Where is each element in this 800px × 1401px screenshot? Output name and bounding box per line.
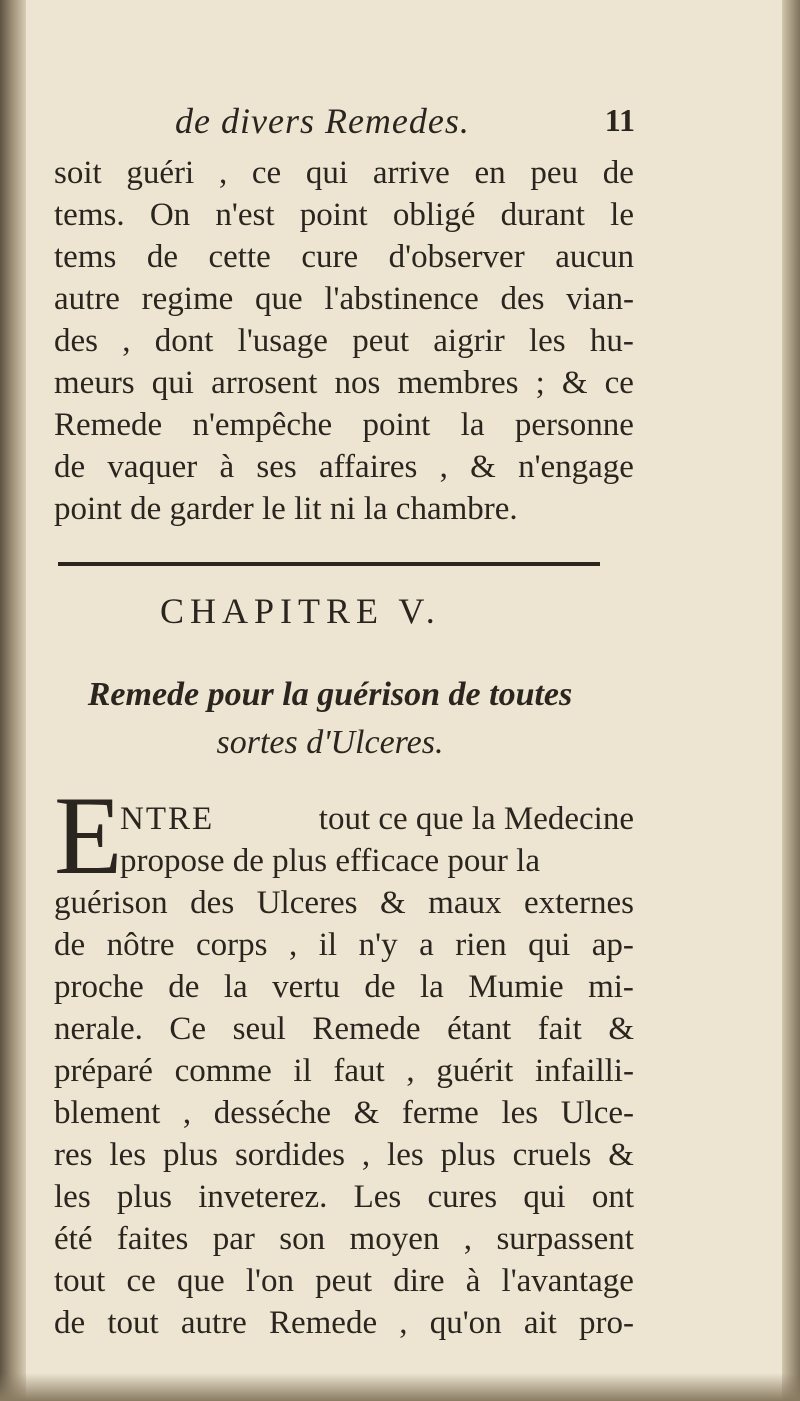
text-line: res les plus sordides , les plus cruels & (54, 1137, 634, 1173)
text-line-content: point de garder le lit ni la chambre. (54, 491, 518, 527)
running-title: de divers Remedes. (175, 101, 470, 141)
drop-cap: E (54, 774, 123, 898)
text-line: des , dont l'usage peut aigrir les hu- (54, 323, 634, 359)
text-line: soit guéri , ce qui arrive en peu de (54, 155, 634, 191)
text-line: de nôtre corps , il n'y a rien qui ap- (54, 927, 634, 963)
text-line: guérison des Ulceres & maux externes (54, 885, 634, 921)
text-line (120, 840, 634, 882)
chapter-heading: CHAPITRE V. (160, 591, 441, 631)
paragraph-continuation (54, 152, 634, 530)
first-word-smallcaps: NTRE (120, 801, 215, 837)
text-line: de vaquer à ses affaires , & n'engage (54, 449, 634, 485)
text-line-content: propose de plus efficace pour la (120, 843, 540, 879)
first-line-rest: tout ce que la Medecine (318, 801, 634, 837)
paragraph-first-lines (120, 798, 634, 882)
section-rule (58, 562, 600, 566)
text-line: Remede n'empêche point la personne (54, 407, 634, 443)
paragraph-main (54, 882, 634, 1344)
chapter-subtitle-line-1: Remede pour la guérison de toutes (87, 676, 573, 713)
text-line: autre regime que l'abstinence des vian- (54, 281, 634, 317)
text-line: les plus inveterez. Les cures qui ont (54, 1179, 634, 1215)
text-line: été faites par son moyen , surpassent (54, 1221, 634, 1257)
text-line: nerale. Ce seul Remede étant fait & (54, 1011, 634, 1047)
page-edge-shadow (782, 0, 800, 1401)
text-line: tout ce que l'on peut dire à l'avantage (54, 1263, 634, 1299)
running-header (175, 100, 635, 148)
text-line: tems de cette cure d'observer aucun (54, 239, 634, 275)
text-line: proche de la vertu de la Mumie mi- (54, 969, 634, 1005)
page-number: 11 (604, 102, 635, 138)
text-line: de tout autre Remede , qu'on ait pro- (54, 1305, 634, 1341)
chapter-subtitle-line-2: sortes d'Ulceres. (216, 724, 444, 761)
text-line: blement , desséche & ferme les Ulce- (54, 1095, 634, 1131)
text-line (54, 488, 634, 530)
gutter-shadow (0, 0, 26, 1401)
text-line: meurs qui arrosent nos membres ; & ce (54, 365, 634, 401)
text-line: préparé comme il faut , guérit infailli- (54, 1053, 634, 1089)
text-line: tems. On n'est point obligé durant le (54, 197, 634, 233)
text-line (120, 798, 634, 840)
bottom-edge-shadow (0, 1373, 800, 1401)
